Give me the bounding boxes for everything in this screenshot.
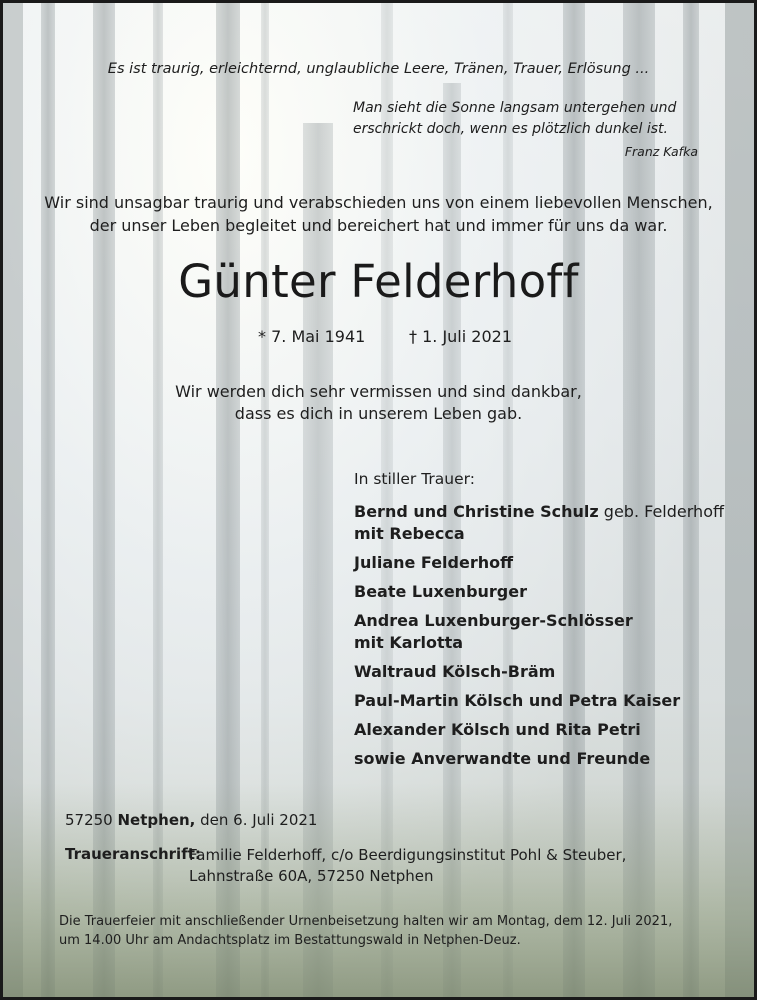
deceased-name: Günter Felderhoff [178, 255, 579, 308]
farewell-text [3, 381, 754, 425]
mourner-line: sowie Anverwandte und Freunde [354, 749, 651, 768]
mourning-heading: In stiller Trauer: [354, 470, 475, 488]
address-line: Lahnstraße 60A, 57250 Netphen [189, 867, 434, 885]
mourner-line: Paul-Martin Kölsch und Petra Kaiser [354, 691, 681, 710]
farewell-line: dass es dich in unserem Leben gab. [234, 404, 523, 423]
opening-quote: Es ist traurig, erleichternd, unglaubliche Leere, Tränen, Trauer, Erlösung ... [107, 61, 650, 77]
quote-author: Franz Kafka [624, 144, 698, 159]
intro-text [3, 191, 754, 237]
kafka-quote [353, 98, 676, 140]
farewell-line: Wir werden dich sehr vermissen und sind dankbar, [175, 382, 582, 401]
mourner-line: mit Rebecca [354, 524, 465, 543]
notice-date: den 6. Juli 2021 [200, 811, 318, 829]
mourner-line [354, 501, 724, 523]
intro-line: Wir sind unsagbar traurig und verabschieden uns von einem liebevollen Menschen, [44, 193, 713, 212]
maiden-name: geb. Felderhoff [598, 502, 724, 521]
mourner-line: Waltraud Kölsch-Bräm [354, 662, 556, 681]
birth-date: * 7. Mai 1941 [258, 327, 366, 346]
mourner-entry [354, 748, 724, 770]
mourner-line: mit Karlotta [354, 633, 464, 652]
mourner-line: Alexander Kölsch und Rita Petri [354, 720, 641, 739]
service-line: Die Trauerfeier mit anschließender Urnenbeisetzung halten wir am Montag, dem 12. Juli 2021, [59, 914, 673, 929]
city: Netphen, [117, 811, 196, 829]
place-date [65, 811, 317, 829]
mourner-name: Bernd und Christine Schulz [354, 502, 599, 521]
mourner-entry [354, 581, 724, 603]
mourner-entry [354, 501, 724, 545]
mourner-line: Juliane Felderhoff [354, 553, 514, 572]
mourner-entry [354, 661, 724, 683]
death-date: † 1. Juli 2021 [409, 327, 512, 346]
service-line: um 14.00 Uhr am Andachtsplatz im Bestattungswald in Netphen-Deuz. [59, 933, 521, 948]
kafka-quote-line: erschrickt doch, wenn es plötzlich dunkel ist. [353, 121, 668, 137]
service-info [59, 912, 672, 950]
intro-line: der unser Leben begleitet und bereichert hat und immer für uns da war. [89, 216, 668, 235]
mourner-line: Andrea Luxenburger-Schlösser [354, 611, 633, 630]
mourner-entry [354, 552, 724, 574]
mourner-entry [354, 690, 724, 712]
zip-code: 57250 [65, 811, 113, 829]
mourner-entry [354, 610, 724, 654]
address-line: Familie Felderhoff, c/o Beerdigungsinstitut Pohl & Steuber, [189, 846, 627, 864]
mourners-list [354, 501, 724, 777]
mourner-line: Beate Luxenburger [354, 582, 527, 601]
mourning-address [189, 845, 626, 887]
mourner-entry [354, 719, 724, 741]
kafka-quote-line: Man sieht die Sonne langsam untergehen und [353, 100, 677, 116]
address-label: Traueranschrift: [65, 845, 201, 863]
